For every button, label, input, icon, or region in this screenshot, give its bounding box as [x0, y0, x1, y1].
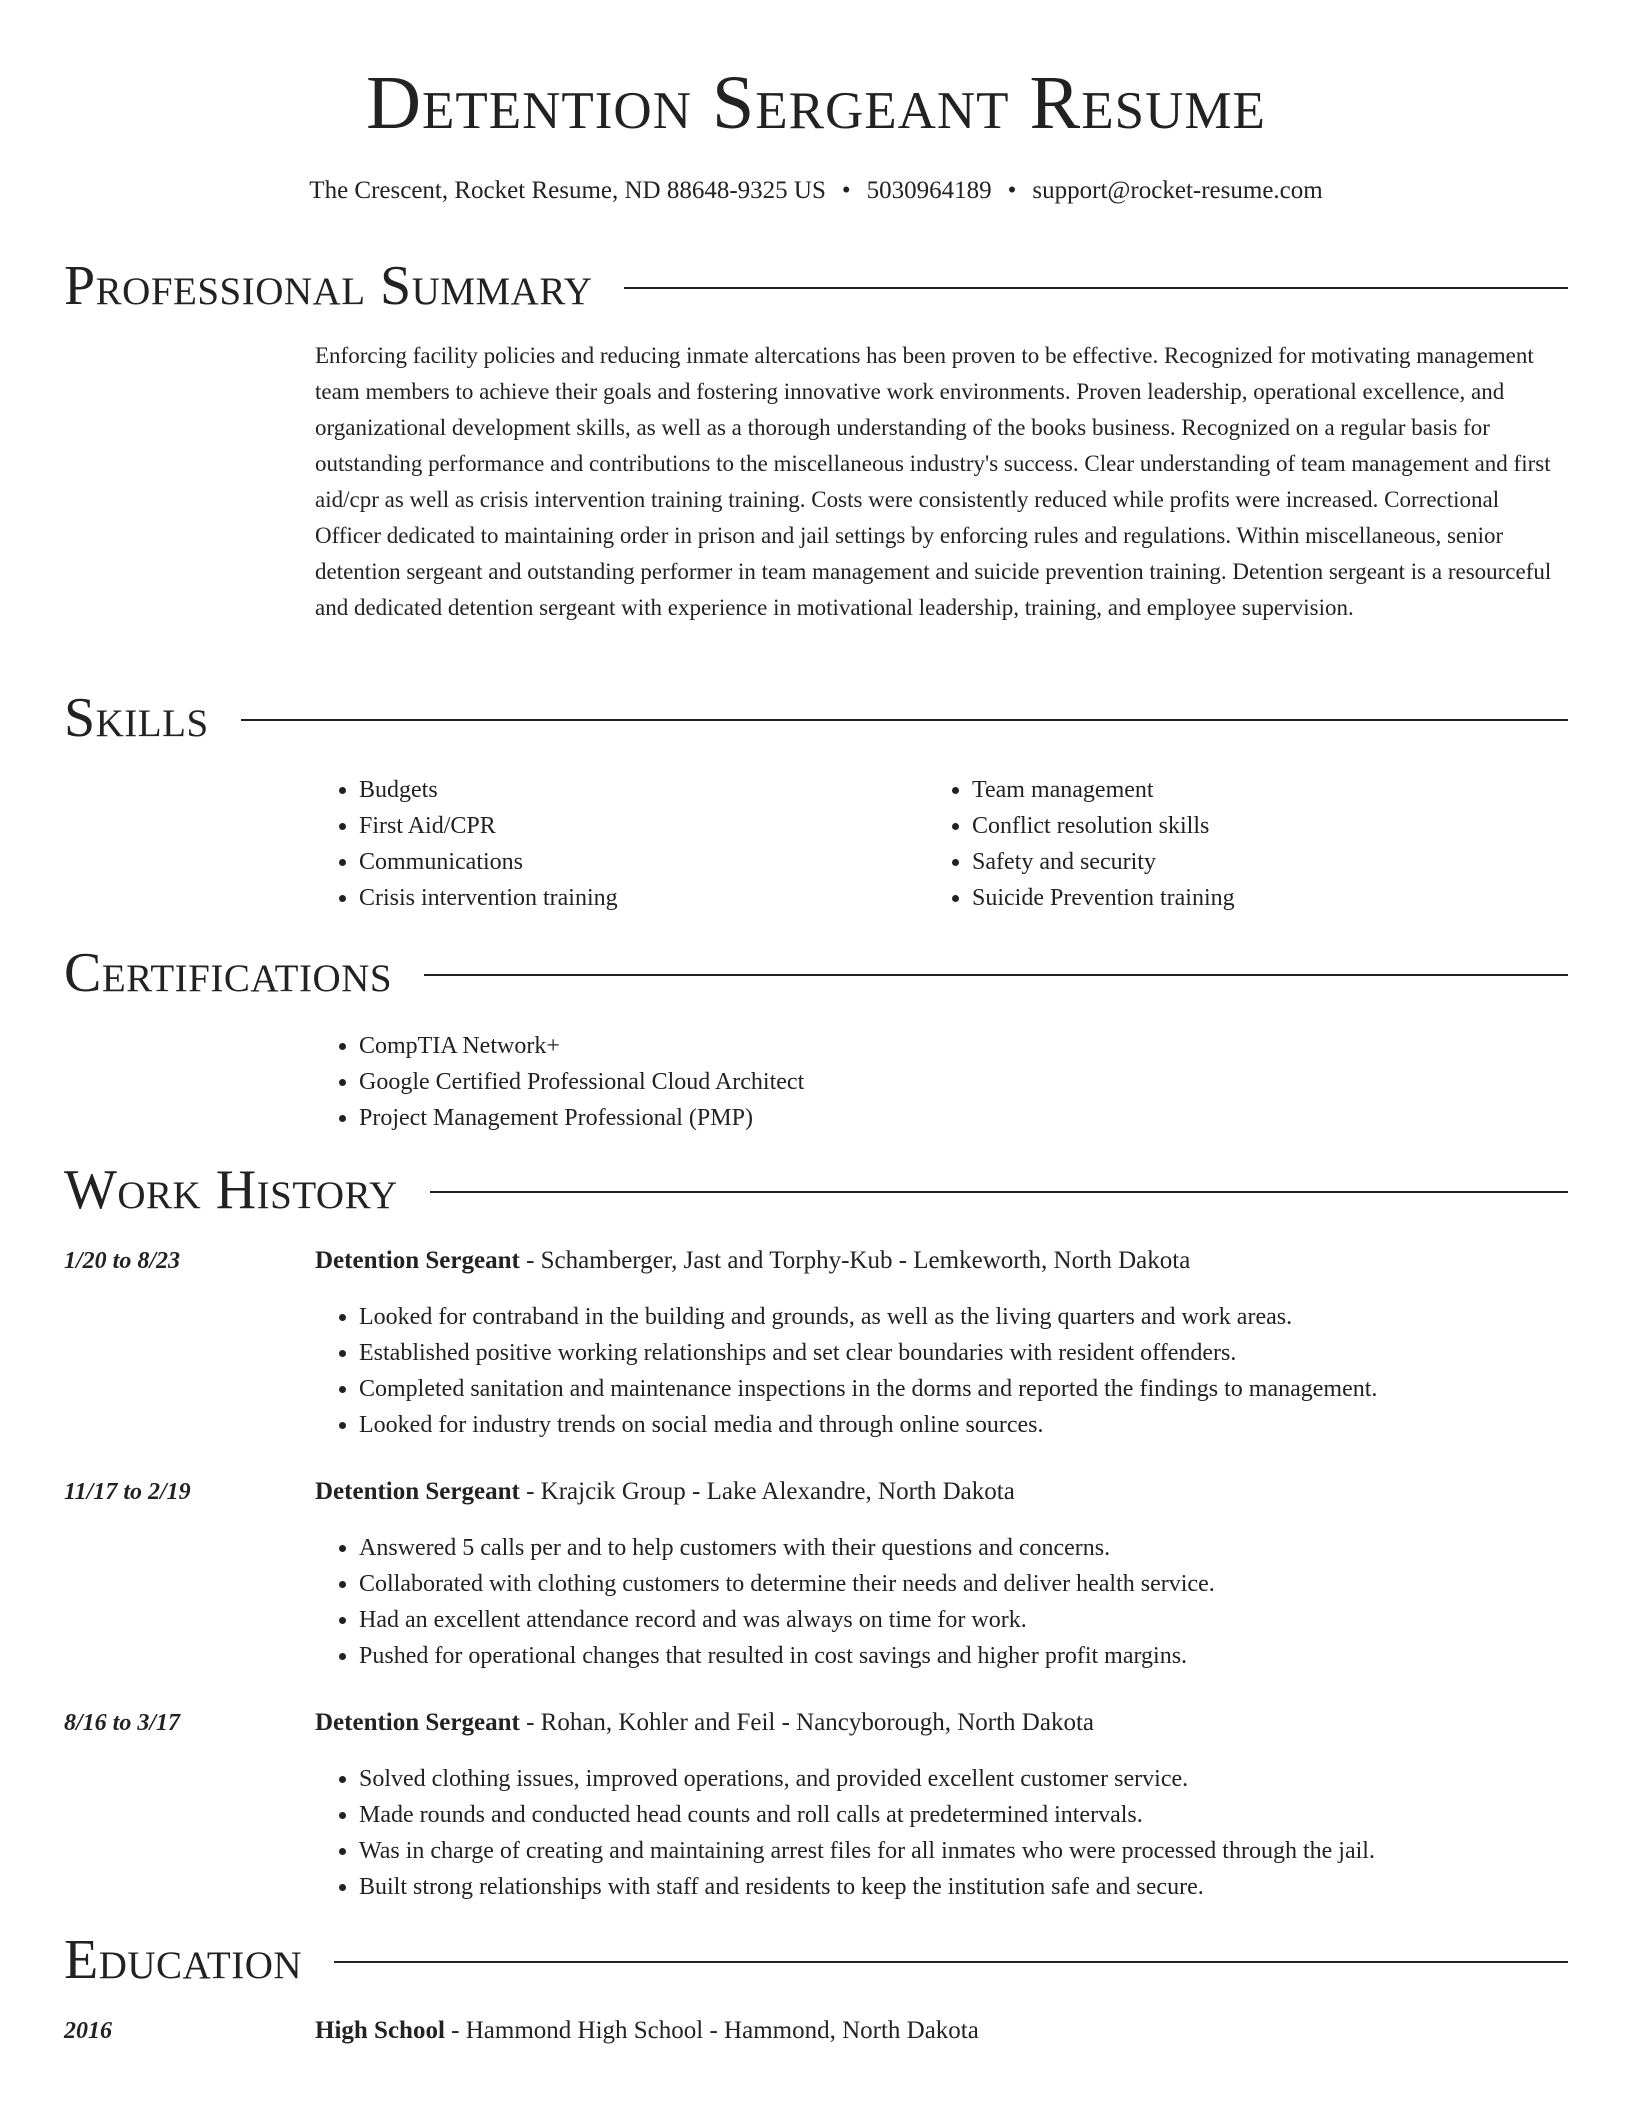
- job-bullets: [315, 1761, 1568, 1905]
- section-work-history-header: [64, 1160, 1568, 1220]
- job-bullet: • Solved clothing issues, improved operations, and provided excellent customer service.: [359, 1761, 1568, 1797]
- skills-list-right: [928, 772, 1235, 916]
- skill-item: • Conflict resolution skills: [972, 808, 1235, 844]
- section-certifications-header: [64, 943, 1568, 1003]
- education-heading: [315, 2013, 979, 2049]
- skill-item: • Safety and security: [972, 844, 1235, 880]
- section-divider: [334, 1961, 1568, 1963]
- job-dates: 1/20 to 8/23: [64, 1248, 181, 1274]
- skill-item: • Team management: [972, 772, 1235, 808]
- job-bullet: • Had an excellent attendance record and was always on time for work.: [359, 1602, 1568, 1638]
- job-bullet: • Made rounds and conducted head counts and roll calls at predetermined intervals.: [359, 1797, 1568, 1833]
- section-divider: [430, 1191, 1568, 1193]
- skill-item: • Crisis intervention training: [359, 880, 618, 916]
- job-heading: [315, 1474, 1015, 1510]
- resume-title: Detention Sergeant Resume: [366, 61, 1266, 145]
- job-title: Detention Sergeant: [315, 1247, 520, 1274]
- job-employer: - Krajcik Group - Lake Alexandre, North Dakota: [519, 1478, 1015, 1505]
- job-dates: 11/17 to 2/19: [64, 1479, 191, 1505]
- education-degree: High School: [315, 2017, 445, 2044]
- skill-item: • Budgets: [359, 772, 618, 808]
- job-bullet: • Answered 5 calls per and to help customers with their questions and concerns.: [359, 1530, 1568, 1566]
- job-bullet: • Completed sanitation and maintenance inspections in the dorms and reported the findings to management.: [359, 1371, 1568, 1407]
- education-year: 2016: [64, 2018, 112, 2044]
- section-title: Certifications: [64, 942, 393, 1004]
- skill-item: • Suicide Prevention training: [972, 880, 1235, 916]
- contact-line: [0, 175, 1632, 207]
- certification-item: • Google Certified Professional Cloud Architect: [359, 1064, 804, 1100]
- skill-item: • First Aid/CPR: [359, 808, 618, 844]
- job-bullets: [315, 1530, 1568, 1674]
- section-divider: [424, 974, 1568, 976]
- job-employer: - Schamberger, Jast and Torphy-Kub - Lemkeworth, North Dakota: [519, 1247, 1191, 1274]
- section-title: Education: [64, 1929, 303, 1991]
- section-education-header: [64, 1930, 1568, 1990]
- job-bullet: • Established positive working relationships and set clear boundaries with resident offenders.: [359, 1335, 1568, 1371]
- contact-separator: •: [1007, 177, 1017, 204]
- certifications-list: [315, 1028, 804, 1136]
- job-bullets: [315, 1299, 1568, 1443]
- skill-item: • Communications: [359, 844, 618, 880]
- job-employer: - Rohan, Kohler and Feil - Nancyborough, North Dakota: [519, 1709, 1094, 1736]
- contact-phone: 5030964189: [866, 177, 992, 204]
- job-dates: 8/16 to 3/17: [64, 1710, 181, 1736]
- skills-list-left: [315, 772, 618, 916]
- section-title: Work History: [64, 1159, 398, 1221]
- job-title: Detention Sergeant: [315, 1709, 520, 1736]
- section-divider: [624, 287, 1568, 289]
- certification-item: • CompTIA Network+: [359, 1028, 804, 1064]
- section-summary-header: [64, 256, 1568, 316]
- education-school: - Hammond High School - Hammond, North Dakota: [444, 2017, 979, 2044]
- job-bullet: • Pushed for operational changes that resulted in cost savings and higher profit margins.: [359, 1638, 1568, 1674]
- section-skills-header: [64, 688, 1568, 748]
- contact-separator: •: [841, 177, 851, 204]
- contact-email: support@rocket-resume.com: [1032, 177, 1323, 204]
- certification-item: • Project Management Professional (PMP): [359, 1100, 804, 1136]
- job-bullet: • Looked for industry trends on social media and through online sources.: [359, 1407, 1568, 1443]
- job-bullet: • Was in charge of creating and maintaining arrest files for all inmates who were processed through the jail.: [359, 1833, 1568, 1869]
- job-title: Detention Sergeant: [315, 1478, 520, 1505]
- section-divider: [241, 719, 1568, 721]
- summary-paragraph: Enforcing facility policies and reducing inmate altercations has been proven to be effective. Recognized for motivating management team members to achieve their goals and fostering innovative work environments. Proven leadership, operational excellence, and organizational development skills, as well as a thorough understanding of the books business. Recognized on a regular basis for outstanding performance and contributions to the miscellaneous industry's success. Clear understanding of team management and first aid/cpr as well as crisis intervention training training. Costs were consistently reduced while profits were increased. Correctional Officer dedicated to maintaining order in prison and jail settings by enforcing rules and regulations. Within miscellaneous, senior detention sergeant and outstanding performer in team management and suicide prevention training. Detention sergeant is a resourceful and dedicated detention sergeant with experience in motivational leadership, training, and employee supervision.: [315, 343, 1552, 620]
- contact-address: The Crescent, Rocket Resume, ND 88648-9325 US: [309, 177, 826, 204]
- job-bullet: • Built strong relationships with staff and residents to keep the institution safe and secure.: [359, 1869, 1568, 1905]
- job-heading: [315, 1243, 1190, 1279]
- job-bullet: • Looked for contraband in the building and grounds, as well as the living quarters and work areas.: [359, 1299, 1568, 1335]
- section-title: Skills: [64, 687, 209, 749]
- section-title: Professional Summary: [64, 255, 593, 317]
- job-heading: [315, 1705, 1094, 1741]
- job-bullet: • Collaborated with clothing customers to determine their needs and deliver health service.: [359, 1566, 1568, 1602]
